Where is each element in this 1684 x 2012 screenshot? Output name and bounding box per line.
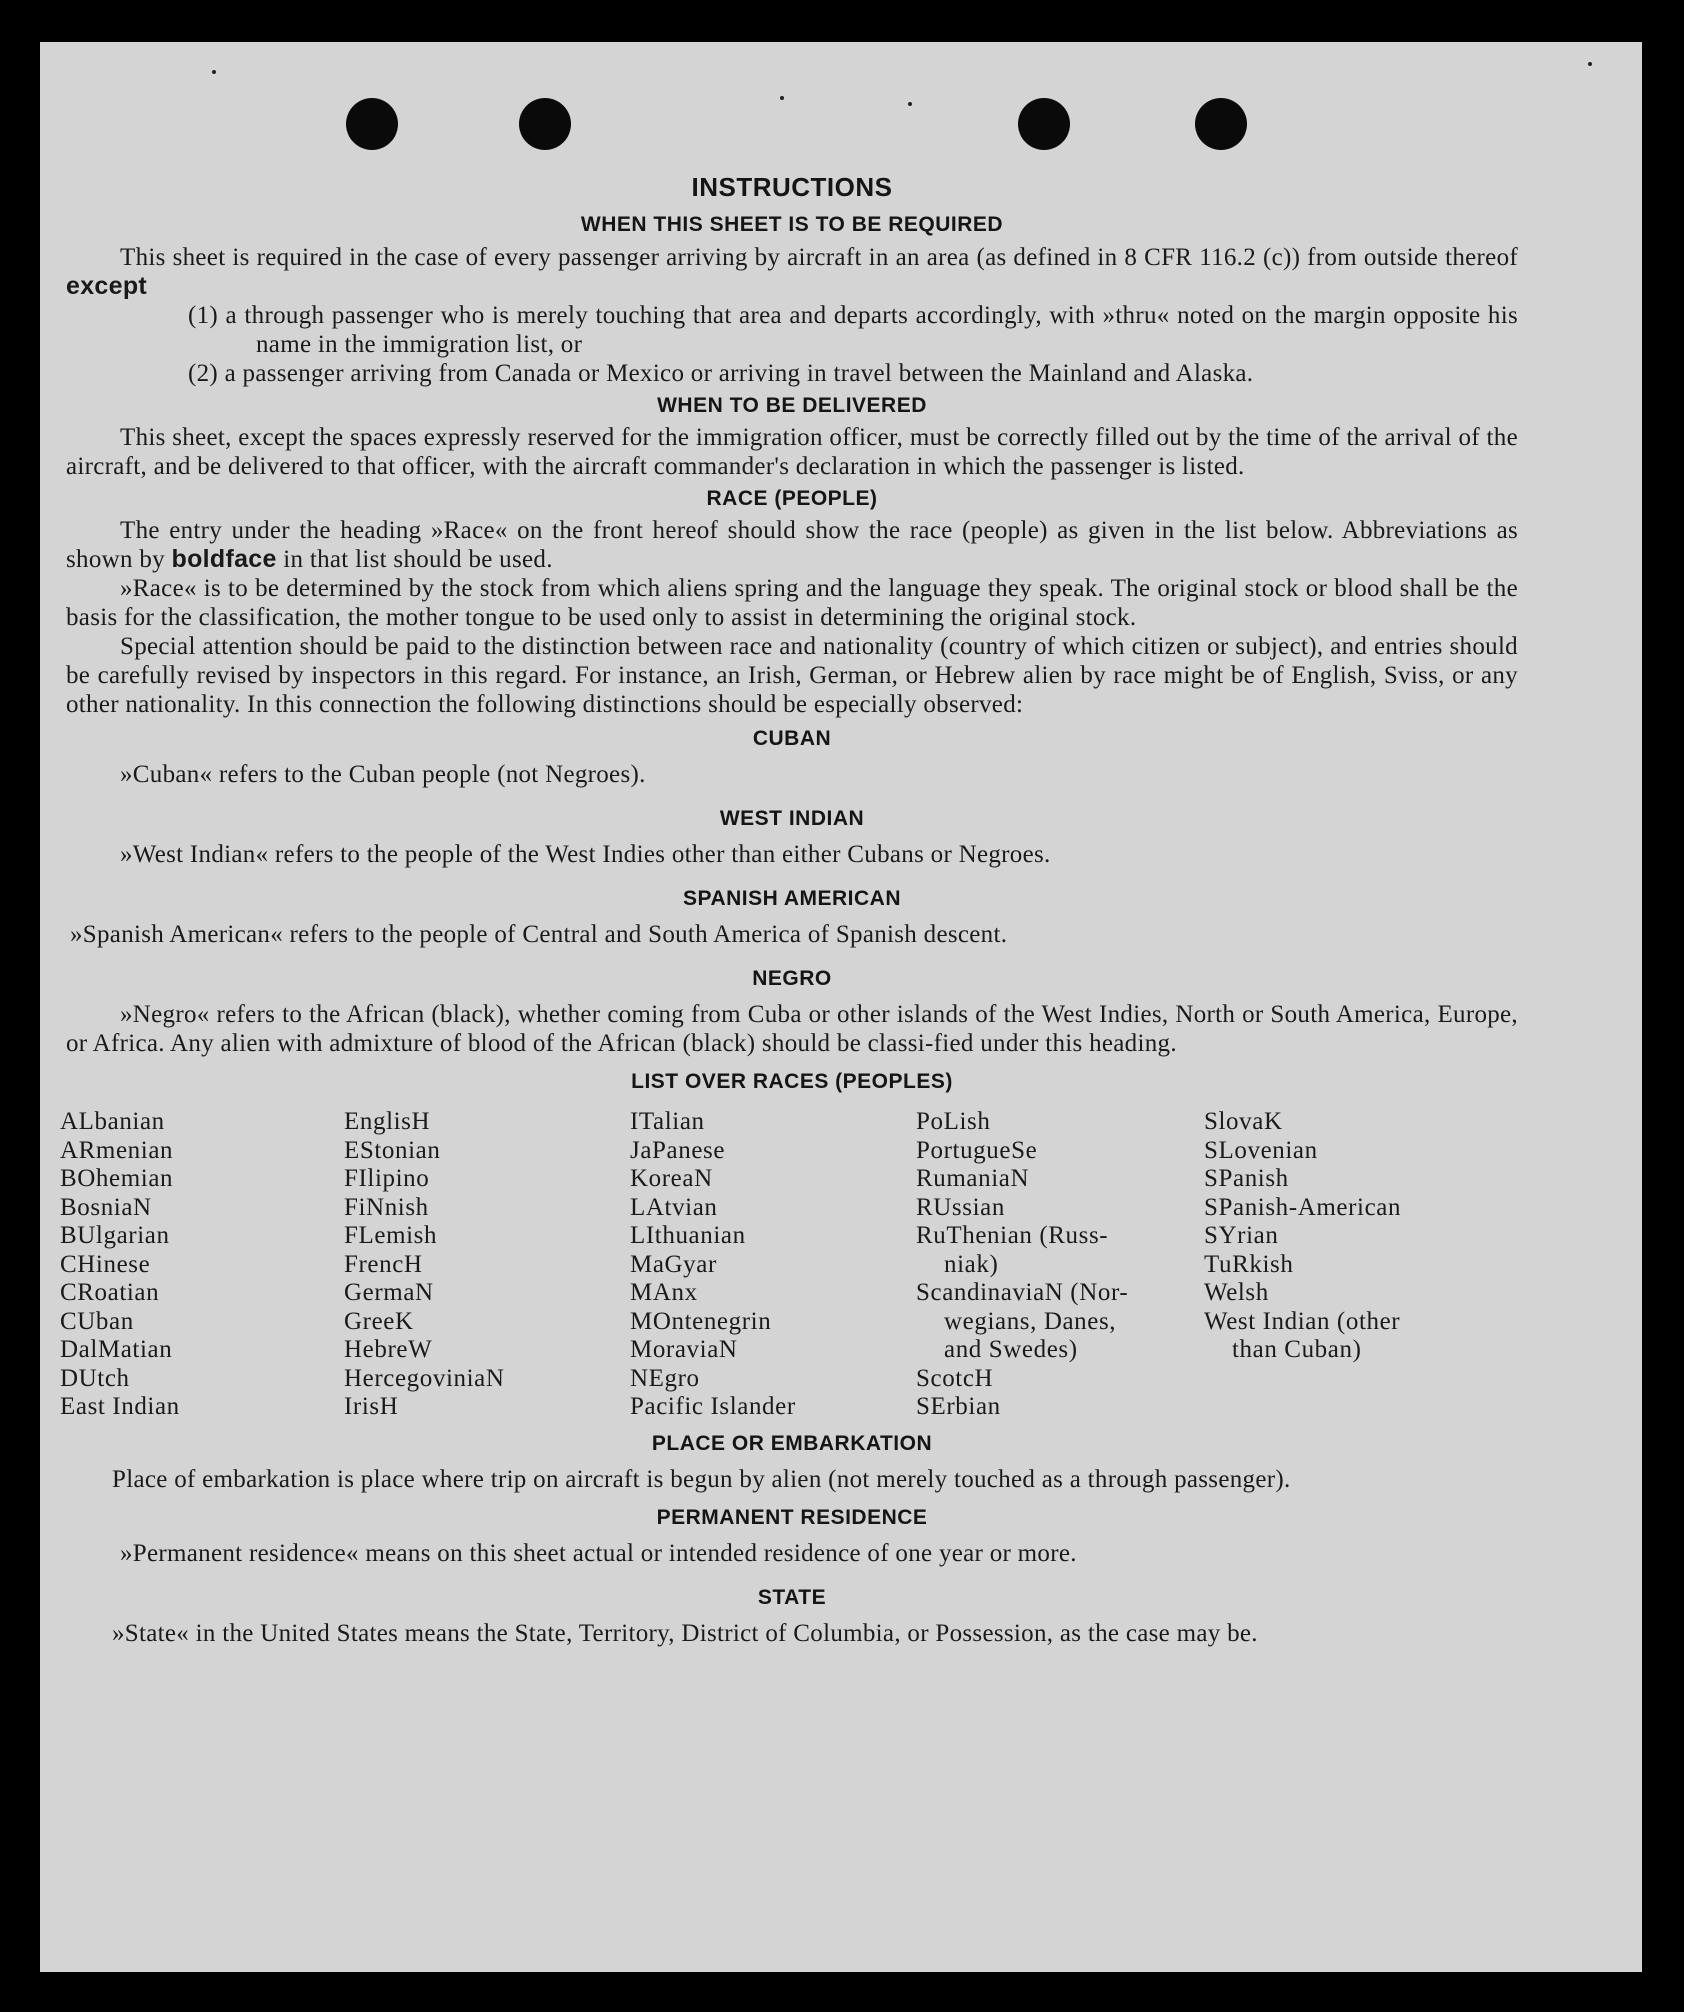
required-intro: This sheet is required in the case of every passenger arriving by aircraft in an area (as defined in 8 CFR 116.2 (c)) from outside thereof except [66, 244, 1518, 300]
races-column [60, 1108, 344, 1422]
race-item: ScandinaviaN (Nor- [916, 1279, 1129, 1306]
section-heading-west-indian: WEST INDIAN [719, 807, 865, 830]
race-item: wegians, Danes, [944, 1307, 1117, 1335]
race-item: BosniaN [60, 1193, 152, 1221]
race-item: SYrian [1204, 1222, 1279, 1249]
dust-speck [908, 102, 912, 106]
dust-speck [212, 70, 216, 74]
race-item: CHinese [60, 1250, 151, 1278]
race-item: CRoatian [60, 1279, 160, 1306]
punch-hole [1195, 98, 1247, 150]
delivered-text: This sheet, except the spaces expressly reserved for the immigration officer, must be correctly filled out by the time of the arrival of the aircraft, and be delivered to that officer, with the aircraft commander's declaration in which the passenger is listed. [66, 424, 1518, 480]
race-item: CUban [60, 1307, 134, 1335]
race-item: ARmenian [60, 1136, 174, 1164]
race-paragraph-2: »Race« is to be determined by the stock from which aliens spring and the language they speak. The original stock or blood shall be the basis for the classification, the mother tongue to be used only to assist in determining the original stock. [66, 575, 1518, 631]
races-column [1204, 1108, 1444, 1422]
race-item: GreeK [344, 1307, 414, 1335]
race-item: than Cuban) [1232, 1336, 1362, 1363]
race-item: IrisH [344, 1393, 399, 1420]
section-heading-negro: NEGRO [752, 967, 832, 990]
section-heading-spanish-american: SPANISH AMERICAN [682, 887, 901, 910]
race-item: Pacific Islander [630, 1393, 796, 1420]
page-title: INSTRUCTIONS [691, 172, 893, 202]
race-item: HercegoviniaN [344, 1364, 505, 1392]
race-item: EnglisH [344, 1108, 431, 1135]
race-item: ScotcH [916, 1364, 994, 1392]
section-heading-residence: PERMANENT RESIDENCE [656, 1505, 928, 1529]
race-item: FLemish [344, 1222, 438, 1249]
race-item: BUlgarian [60, 1222, 170, 1249]
races-list [60, 1108, 1518, 1422]
race-item: SPanish-American [1204, 1193, 1402, 1221]
race-item: DalMatian [60, 1336, 173, 1363]
races-column [630, 1108, 916, 1422]
race-item: and Swedes) [944, 1336, 1078, 1363]
section-heading-embarkation: PLACE OR EMBARKATION [651, 1431, 933, 1455]
race-item: LIthuanian [630, 1222, 746, 1249]
race-item: FiNnish [344, 1193, 429, 1221]
race-paragraph-3: Special attention should be paid to the distinction between race and nationality (country of which citizen or subject), and entries should be carefully revised by inspectors in this regard. For instance, an Irish, German, or Hebrew alien by race might be of English, Sviss, or any other nationality. In this connection the following distinctions should be especially observed: [66, 633, 1518, 718]
race-item: FrencH [344, 1250, 423, 1278]
race-item: RUssian [916, 1193, 1005, 1221]
race-item: MAnx [630, 1279, 698, 1306]
race-item: PortugueSe [916, 1136, 1038, 1164]
section-heading-required: WHEN THIS SHEET IS TO BE REQUIRED [580, 213, 1004, 236]
dust-speck [1588, 62, 1592, 66]
punch-hole [519, 98, 571, 150]
race-paragraph-1: The entry under the heading »Race« on the front hereof should show the race (people) as given in the list below. Abbreviations as shown by boldface in that list should be used. [66, 517, 1518, 573]
section-heading-state: STATE [757, 1585, 827, 1609]
race-item: HebreW [344, 1336, 433, 1363]
race-item: JaPanese [630, 1136, 726, 1164]
race-item: SPanish [1204, 1165, 1289, 1192]
section-heading-delivered: WHEN TO BE DELIVERED [657, 394, 927, 417]
negro-text: »Negro« refers to the African (black), whether coming from Cuba or other islands of the West Indies, North or South America, Europe, or Africa. Any alien with admixture of blood of the African (black) should be classi-fied under this heading. [66, 1001, 1518, 1057]
race-item: RumaniaN [916, 1165, 1030, 1192]
race-item: SlovaK [1204, 1108, 1283, 1135]
race-item: EStonian [344, 1136, 441, 1164]
race-item: BOhemian [60, 1165, 174, 1192]
race-item: ALbanian [60, 1108, 165, 1135]
race-item: SErbian [916, 1393, 1001, 1420]
race-item: SLovenian [1204, 1136, 1318, 1164]
dust-speck [780, 96, 784, 100]
exception-item-1: (1) a through passenger who is merely touching that area and departs accordingly, with »thru« noted on the margin opposite his name in the immigration list, or [188, 302, 1518, 358]
race-item: GermaN [344, 1279, 434, 1306]
spanish-american-text: »Spanish American« refers to the people of Central and South America of Spanish descent. [70, 921, 1008, 948]
section-heading-race: RACE (PEOPLE) [706, 487, 878, 510]
race-item: Welsh [1204, 1279, 1269, 1306]
instructions-content [60, 172, 1518, 1648]
race-item: MOntenegrin [630, 1307, 772, 1335]
race-item: KoreaN [630, 1165, 713, 1192]
race-item: West Indian (other [1204, 1307, 1401, 1335]
document-page [40, 42, 1642, 1972]
except-bold: except [66, 272, 148, 300]
exception-item-2: (2) a passenger arriving from Canada or Mexico or arriving in travel between the Mainland and Alaska. [188, 360, 1254, 387]
embarkation-text: Place of embarkation is place where trip on aircraft is begun by alien (not merely touched as a through passenger). [112, 1465, 1291, 1493]
race-item: PoLish [916, 1108, 991, 1135]
section-heading-races-list: LIST OVER RACES (PEOPLES) [631, 1070, 953, 1093]
race-item: LAtvian [630, 1193, 718, 1221]
race-item: DUtch [60, 1364, 130, 1392]
section-heading-cuban: CUBAN [752, 727, 832, 750]
race-item: MaGyar [630, 1250, 717, 1278]
punch-hole [346, 98, 398, 150]
race-item: ITalian [630, 1108, 705, 1135]
boldface-word: boldface [171, 545, 277, 573]
races-column [344, 1108, 630, 1422]
west-indian-text: »West Indian« refers to the people of the West Indies other than either Cubans or Negroes. [120, 841, 1051, 868]
race-item: TuRkish [1204, 1250, 1294, 1278]
races-column [916, 1108, 1204, 1422]
state-text: »State« in the United States means the State, Territory, District of Columbia, or Possession, as the case may be. [112, 1619, 1258, 1647]
race-item: RuThenian (Russ- [916, 1222, 1109, 1249]
residence-text: »Permanent residence« means on this sheet actual or intended residence of one year or more. [120, 1539, 1077, 1567]
cuban-text: »Cuban« refers to the Cuban people (not Negroes). [120, 761, 646, 788]
punch-hole [1018, 98, 1070, 150]
race-item: niak) [944, 1250, 999, 1278]
race-item: NEgro [630, 1364, 700, 1392]
race-item: FIlipino [344, 1165, 430, 1192]
race-item: MoraviaN [630, 1336, 738, 1363]
race-item: East Indian [60, 1393, 180, 1420]
